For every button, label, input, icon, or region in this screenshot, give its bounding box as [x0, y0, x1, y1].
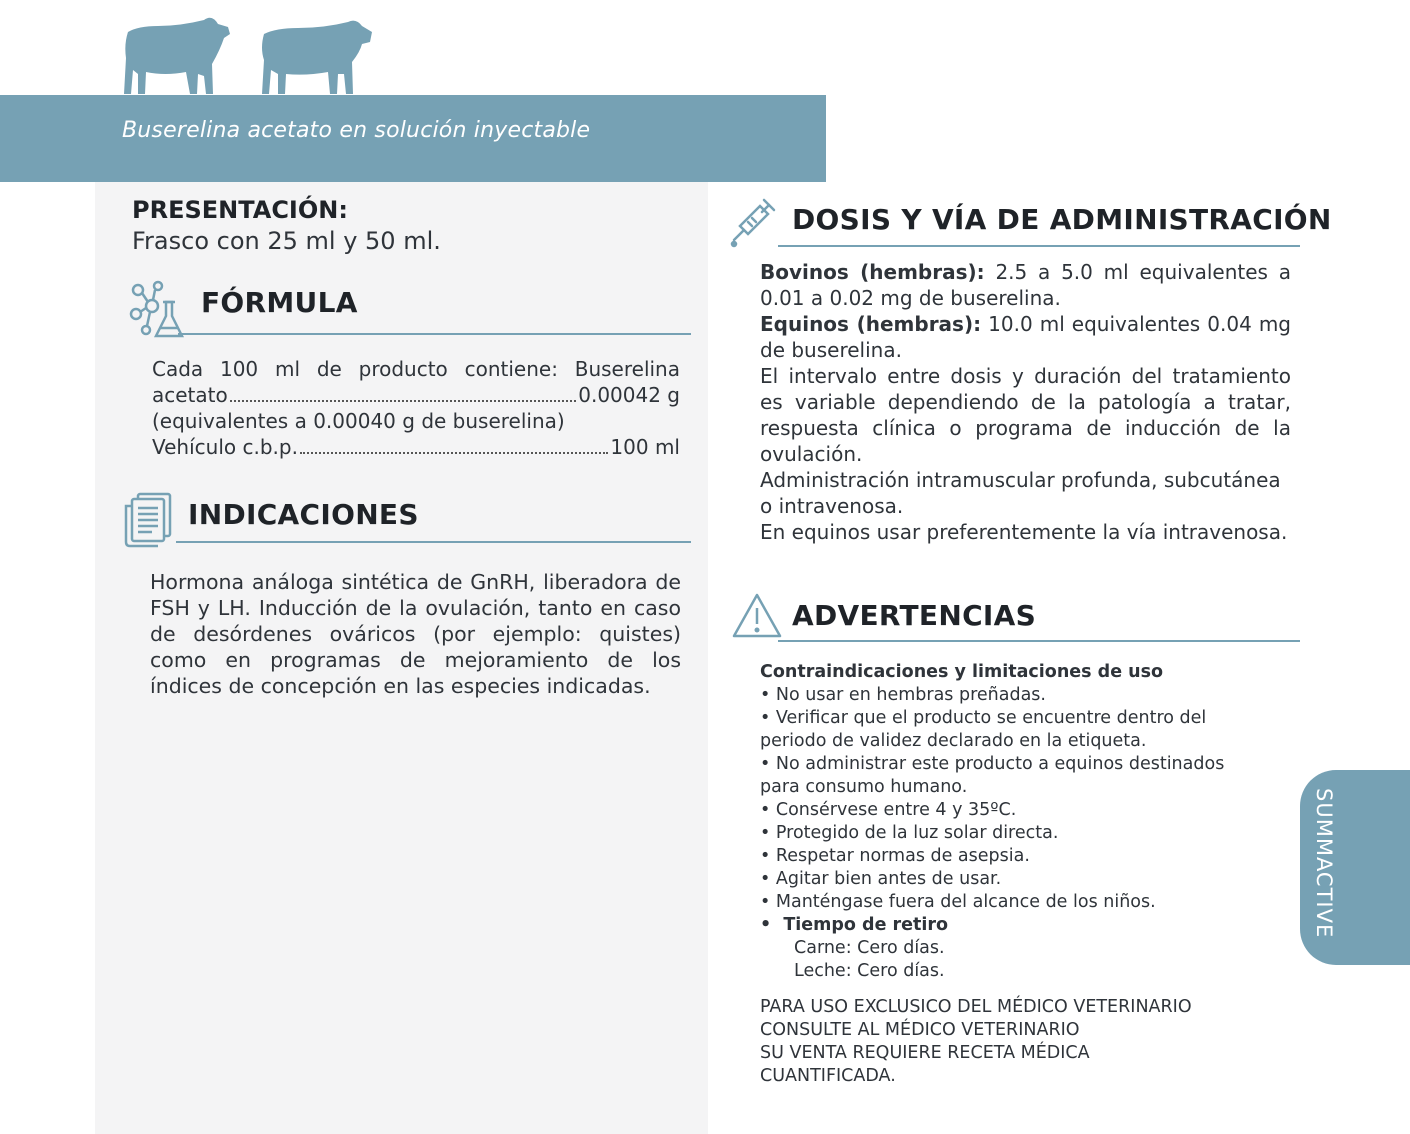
footer-line: CONSULTE AL MÉDICO VETERINARIO: [760, 1020, 1080, 1040]
formula-line: (equivalentes a 0.00040 g de buserelina): [152, 409, 565, 433]
advertencias-divider: [778, 640, 1300, 642]
presentacion-value: Frasco con 25 ml y 50 ml.: [132, 227, 441, 255]
formula-line: Cada 100 ml de producto contiene: Buserelina: [152, 357, 680, 381]
advertencia-line: • No administrar este producto a equinos destinados: [760, 754, 1225, 774]
bull-icon: [120, 14, 235, 96]
formula-content: [152, 356, 680, 460]
cow-icon: [258, 14, 376, 96]
indicaciones-title: INDICACIONES: [188, 498, 419, 531]
footer-line: PARA USO EXCLUSICO DEL MÉDICO VETERINARIO: [760, 997, 1192, 1017]
formula-divider: [178, 333, 691, 335]
documents-icon: [122, 492, 174, 548]
dosis-paragraph: En equinos usar preferentemente la vía intravenosa.: [760, 520, 1288, 544]
warning-icon: [731, 592, 783, 640]
formula-row-acetato: [152, 382, 680, 408]
footer-line: CUANTIFICADA.: [760, 1066, 896, 1086]
dot-leader: [230, 400, 577, 402]
retiro-leche: Leche: Cero días.: [794, 961, 945, 981]
dot-leader: [300, 452, 608, 454]
indicaciones-text: Hormona análoga sintética de GnRH, liberadora de FSH y LH. Inducción de la ovulación, tanto en caso de desórdenes ováricos (por ejemplo: quistes) como en programas de mejoramiento de los índices de concepción en las especies indicadas.: [150, 570, 681, 698]
presentacion-title: PRESENTACIÓN:: [132, 196, 348, 224]
dosis-bovinos-label: Bovinos (hembras):: [760, 260, 985, 284]
formula-ingredient: Vehículo c.b.p.: [152, 435, 298, 459]
dosis-equinos-text: 10.0 ml equivalentes 0.04 mg de buserelina.: [760, 312, 1292, 362]
syringe-icon: [730, 196, 778, 248]
advertencia-line: periodo de validez declarado en la etiqueta.: [760, 731, 1147, 751]
advertencia-line: • Verificar que el producto se encuentre dentro del: [760, 708, 1207, 728]
formula-title: FÓRMULA: [201, 286, 358, 319]
dosis-content: [760, 259, 1291, 545]
advertencia-line: • Agitar bien antes de usar.: [760, 869, 1002, 889]
banner-subtitle: Buserelina acetato en solución inyectable: [122, 118, 591, 143]
dosis-bovinos: [760, 259, 1291, 311]
dosis-equinos-label: Equinos (hembras):: [760, 312, 982, 336]
advertencia-line: • Consérvese entre 4 y 35ºC.: [760, 800, 1017, 820]
side-tab-label: SUMMACTIVE: [1312, 788, 1336, 939]
advertencias-footer: [760, 996, 1300, 1088]
dosis-bovinos-text: 2.5 a 5.0 ml equivalentes a 0.01 a 0.02 mg de buserelina.: [760, 260, 1291, 310]
advertencias-subtitle: Contraindicaciones y limitaciones de uso: [760, 662, 1164, 682]
indicaciones-divider: [176, 541, 691, 543]
tiempo-retiro-title: • Tiempo de retiro: [760, 915, 949, 935]
dosis-title: DOSIS Y VÍA DE ADMINISTRACIÓN: [792, 203, 1332, 236]
dosis-divider: [778, 245, 1300, 247]
advertencias-content: [760, 661, 1300, 983]
advertencia-line: para consumo humano.: [760, 777, 968, 797]
dosis-equinos: [760, 311, 1291, 363]
advertencias-title: ADVERTENCIAS: [792, 599, 1037, 632]
dosis-paragraph: El intervalo entre dosis y duración del tratamiento es variable dependiendo de la patología a tratar, respuesta clínica o programa de inducción de la ovulación.: [760, 364, 1291, 466]
retiro-carne: Carne: Cero días.: [794, 938, 945, 958]
advertencia-line: • No usar en hembras preñadas.: [760, 685, 1046, 705]
formula-amount: 0.00042 g: [578, 383, 680, 407]
advertencia-line: • Respetar normas de asepsia.: [760, 846, 1030, 866]
footer-line: SU VENTA REQUIERE RECETA MÉDICA: [760, 1043, 1090, 1063]
formula-amount: 100 ml: [610, 435, 680, 459]
formula-ingredient: acetato: [152, 383, 228, 407]
advertencia-line: • Protegido de la luz solar directa.: [760, 823, 1059, 843]
formula-row-vehiculo: [152, 434, 680, 460]
dosis-paragraph: Administración intramuscular profunda, subcutánea o intravenosa.: [760, 468, 1281, 518]
molecule-flask-icon: [128, 280, 186, 340]
advertencia-line: • Manténgase fuera del alcance de los niños.: [760, 892, 1156, 912]
